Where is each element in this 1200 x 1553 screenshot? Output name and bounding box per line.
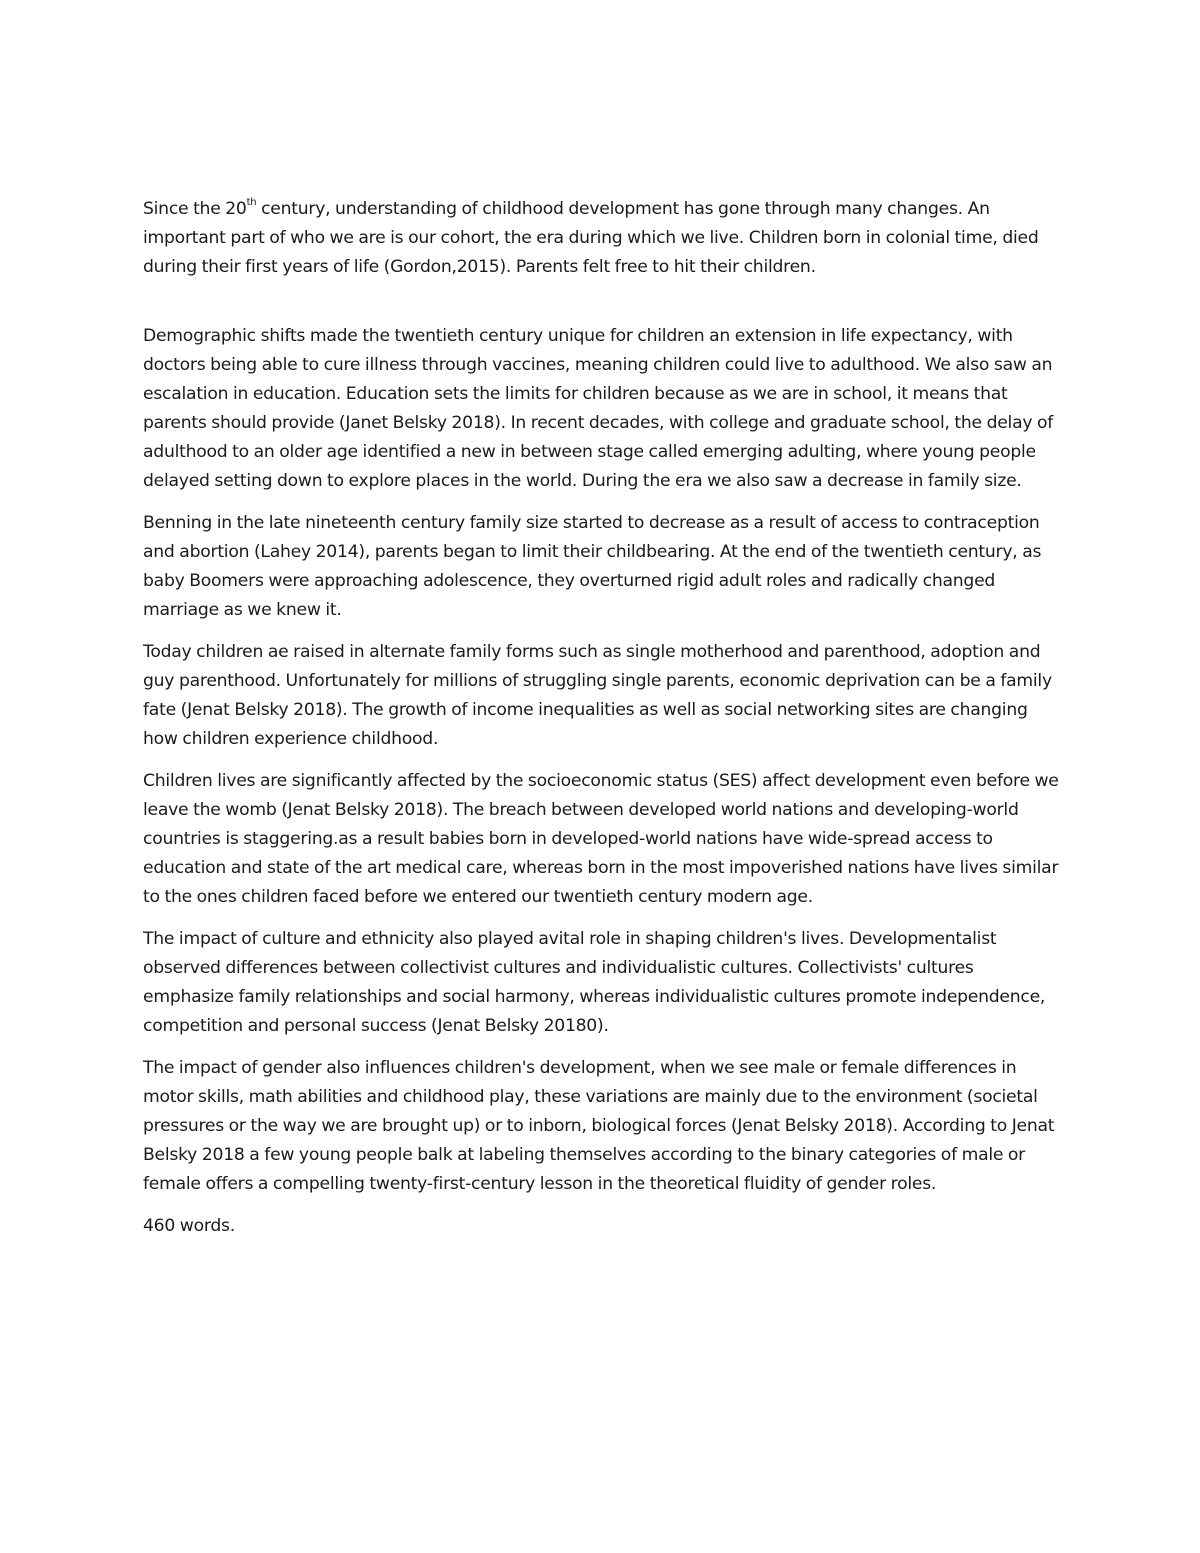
paragraph-socioeconomic-status: Children lives are significantly affected by the socioeconomic status (SES) affect development even before we leave the womb (Jenat Belsky 2018). The breach between developed world nations and developing-world countries is staggering.as a result babies born in developed-world nations have wide-spread access to education and state of the art medical care, whereas born in the most impoverished nations have lives similar to the ones children faced before we entered our twentieth century modern age.	[143, 771, 1059, 907]
paragraph-demographic-shifts: Demographic shifts made the twentieth century unique for children an extension in life expectancy, with doctors being able to cure illness through vaccines, meaning children could live to adulthood. We also saw an escalation in education. Education sets the limits for children because as we are in school, it means that parents should provide (Janet Belsky 2018). In recent decades, with college and graduate school, the delay of adulthood to an older age identified a new in between stage called emerging adulting, where young people delayed setting down to explore places in the world. During the era we also saw a decrease in family size.	[143, 326, 1054, 491]
paragraph-intro-rest: century, understanding of childhood development has gone through many changes. An important part of who we are is our cohort, the era during which we live. Children born in colonial time, died during their first years of life (Gordon,2015). Parents felt free to hit their children.	[143, 199, 1039, 277]
paragraph-culture-ethnicity: The impact of culture and ethnicity also played avital role in shaping children's lives. Developmentalist observed differences between collectivist cultures and individualistic cultures. Collectivists' cultures emphasize family relationships and social harmony, whereas individualistic cultures promote independence, competition and personal success (Jenat Belsky 20180).	[143, 929, 1046, 1036]
paragraph-intro-start: Since the 20	[143, 199, 247, 219]
word-count: 460 words.	[143, 1216, 235, 1236]
paragraph-family-size: Benning in the late nineteenth century family size started to decrease as a result of access to contraception and abortion (Lahey 2014), parents began to limit their childbearing. At the end of the twentieth century, as baby Boomers were approaching adolescence, they overturned rigid adult roles and radically changed marriage as we knew it.	[143, 513, 1042, 620]
paragraph-intro	[143, 195, 1065, 282]
superscript-th: th	[246, 197, 257, 209]
paragraph-gender: The impact of gender also influences children's development, when we see male or female differences in motor skills, math abilities and childhood play, these variations are mainly due to the environment (societal pressures or the way we are brought up) or to inborn, biological forces (Jenat Belsky 2018). According to Jenat Belsky 2018 a few young people balk at labeling themselves according to the binary categories of male or female offers a compelling twenty-first-century lesson in the theoretical fluidity of gender roles.	[143, 1058, 1055, 1194]
paragraph-family-forms: Today children ae raised in alternate family forms such as single motherhood and parenthood, adoption and guy parenthood. Unfortunately for millions of struggling single parents, economic deprivation can be a family fate (Jenat Belsky 2018). The growth of income inequalities as well as social networking sites are changing how children experience childhood.	[143, 642, 1052, 749]
document-body	[143, 195, 1065, 1254]
